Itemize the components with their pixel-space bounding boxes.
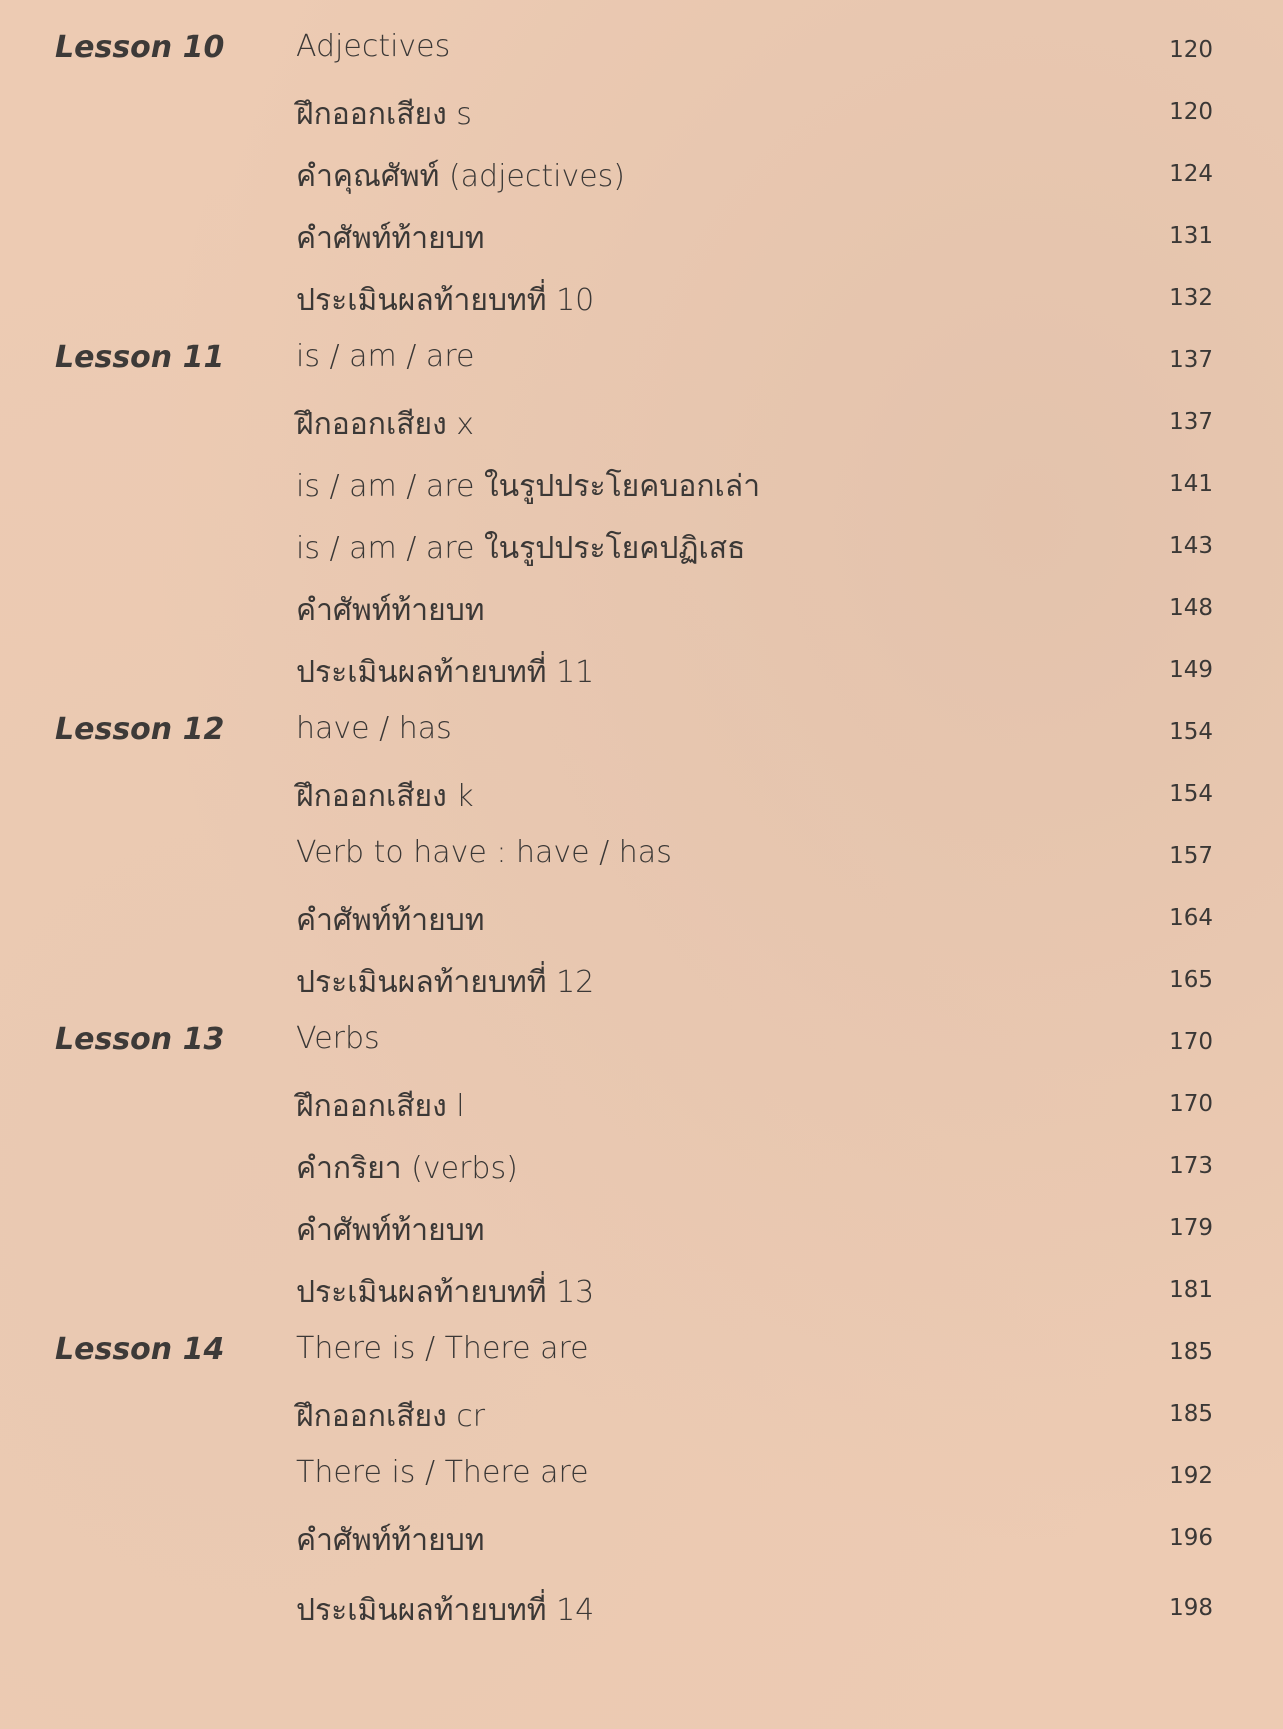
page-number: 131 xyxy=(1169,223,1213,249)
page-number: 154 xyxy=(1169,719,1213,745)
toc-entry xyxy=(0,1446,1283,1508)
entry-title: ฝึกออกเสียง k xyxy=(296,779,474,814)
page-number: 143 xyxy=(1169,533,1213,559)
toc-entry xyxy=(0,1012,1283,1074)
entry-title: คำศัพท์ท้ายบท xyxy=(296,221,485,256)
entry-title: is / am / are ในรูปประโยคปฏิเสธ xyxy=(296,531,746,566)
toc-entry xyxy=(0,764,1283,826)
toc-entry xyxy=(0,1578,1283,1640)
entry-title: Verb to have : have / has xyxy=(296,835,672,870)
toc-entry xyxy=(0,950,1283,1012)
page-number: 165 xyxy=(1169,967,1213,993)
page-number: 137 xyxy=(1169,409,1213,435)
toc-entry xyxy=(0,516,1283,578)
page-number: 157 xyxy=(1169,843,1213,869)
entry-title: ประเมินผลท้ายบทที่ 13 xyxy=(296,1275,595,1310)
page-number: 198 xyxy=(1169,1595,1213,1621)
toc-entry xyxy=(0,1074,1283,1136)
entry-title: Adjectives xyxy=(296,29,451,64)
toc-entry xyxy=(0,826,1283,888)
entry-title: Verbs xyxy=(296,1021,380,1056)
toc-entry xyxy=(0,20,1283,82)
toc-entry xyxy=(0,1198,1283,1260)
entry-title: ประเมินผลท้ายบทที่ 14 xyxy=(296,1593,595,1628)
lesson-label: Lesson 11 xyxy=(55,340,225,375)
page-number: 132 xyxy=(1169,285,1213,311)
page-number: 148 xyxy=(1169,595,1213,621)
entry-title: have / has xyxy=(296,711,452,746)
toc-entry xyxy=(0,82,1283,144)
toc-entry xyxy=(0,702,1283,764)
page-number: 137 xyxy=(1169,347,1213,373)
toc-entry xyxy=(0,1260,1283,1322)
toc-entry xyxy=(0,1136,1283,1198)
lesson-label: Lesson 13 xyxy=(55,1022,225,1057)
toc-entry xyxy=(0,268,1283,330)
entry-title: คำศัพท์ท้ายบท xyxy=(296,593,485,628)
page-number: 192 xyxy=(1169,1463,1213,1489)
entry-title: คำศัพท์ท้ายบท xyxy=(296,903,485,938)
toc-entry xyxy=(0,392,1283,454)
toc-entry xyxy=(0,578,1283,640)
page-number: 170 xyxy=(1169,1091,1213,1117)
page-number: 185 xyxy=(1169,1339,1213,1365)
page-number: 164 xyxy=(1169,905,1213,931)
entry-title: คำคุณศัพท์ (adjectives) xyxy=(296,159,626,194)
table-of-contents xyxy=(0,20,1283,1640)
toc-entry xyxy=(0,640,1283,702)
page-number: 185 xyxy=(1169,1401,1213,1427)
lesson-label: Lesson 10 xyxy=(55,30,225,65)
page-number: 124 xyxy=(1169,161,1213,187)
toc-entry xyxy=(0,1508,1283,1570)
entry-title: is / am / are ในรูปประโยคบอกเล่า xyxy=(296,469,761,504)
lesson-label: Lesson 14 xyxy=(55,1332,225,1367)
toc-entry xyxy=(0,206,1283,268)
toc-entry xyxy=(0,1322,1283,1384)
entry-title: คำกริยา (verbs) xyxy=(296,1151,518,1186)
entry-title: คำศัพท์ท้ายบท xyxy=(296,1523,485,1558)
entry-title: ฝึกออกเสียง cr xyxy=(296,1399,486,1434)
page-number: 141 xyxy=(1169,471,1213,497)
page-number: 181 xyxy=(1169,1277,1213,1303)
page-number: 149 xyxy=(1169,657,1213,683)
page-number: 179 xyxy=(1169,1215,1213,1241)
page-number: 154 xyxy=(1169,781,1213,807)
entry-title: ประเมินผลท้ายบทที่ 10 xyxy=(296,283,595,318)
entry-title: ฝึกออกเสียง l xyxy=(296,1089,465,1124)
page-number: 120 xyxy=(1169,99,1213,125)
entry-title: ประเมินผลท้ายบทที่ 12 xyxy=(296,965,595,1000)
toc-entry xyxy=(0,144,1283,206)
entry-title: ประเมินผลท้ายบทที่ 11 xyxy=(296,655,595,690)
toc-entry xyxy=(0,888,1283,950)
toc-entry xyxy=(0,454,1283,516)
page-number: 196 xyxy=(1169,1525,1213,1551)
toc-entry xyxy=(0,330,1283,392)
entry-title: There is / There are xyxy=(296,1331,589,1366)
page-number: 120 xyxy=(1169,37,1213,63)
entry-title: คำศัพท์ท้ายบท xyxy=(296,1213,485,1248)
entry-title: ฝึกออกเสียง s xyxy=(296,97,472,132)
page-number: 170 xyxy=(1169,1029,1213,1055)
entry-title: There is / There are xyxy=(296,1455,589,1490)
page-number: 173 xyxy=(1169,1153,1213,1179)
entry-title: is / am / are xyxy=(296,339,475,374)
toc-entry xyxy=(0,1384,1283,1446)
lesson-label: Lesson 12 xyxy=(55,712,225,747)
entry-title: ฝึกออกเสียง x xyxy=(296,407,475,442)
